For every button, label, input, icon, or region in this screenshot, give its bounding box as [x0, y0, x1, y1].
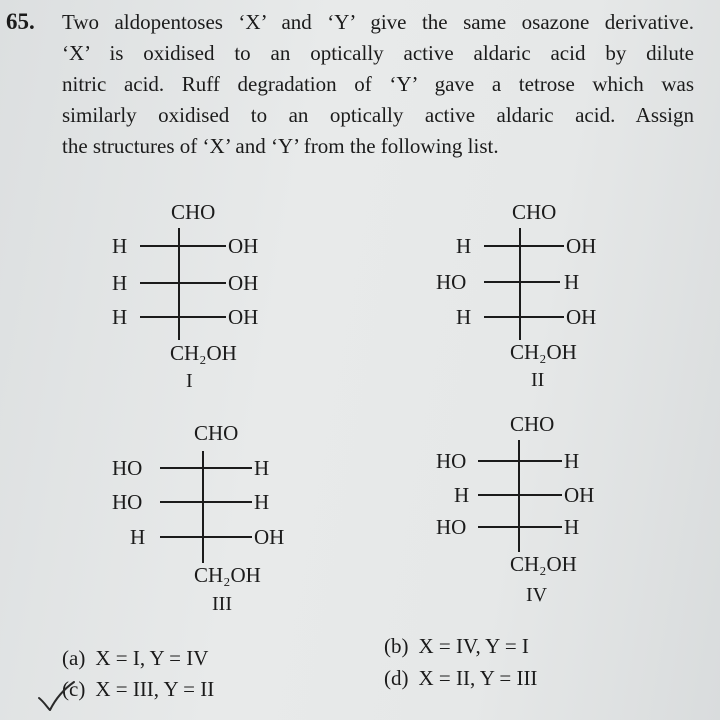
- left-substituent: H: [456, 234, 472, 258]
- hydroxymethyl-group: CH₂OH: [170, 341, 237, 365]
- right-substituent: H: [254, 456, 270, 480]
- left-substituent: H: [130, 525, 146, 549]
- left-substituent: HO: [112, 456, 143, 480]
- aldehyde-group: CHO: [171, 200, 216, 224]
- left-substituent: H: [456, 305, 472, 329]
- structure-label: II: [531, 369, 545, 391]
- structure-label: III: [212, 593, 232, 615]
- handwritten-tick-icon: [36, 676, 76, 712]
- right-substituent: OH: [228, 234, 259, 258]
- question-line: ‘X’ is oxidised to an optically active aldaric acid by dilute: [62, 41, 694, 65]
- hydroxymethyl-group: CH₂OH: [510, 552, 577, 576]
- left-substituent: H: [112, 234, 128, 258]
- right-substituent: OH: [228, 271, 259, 295]
- left-substituent: H: [454, 483, 470, 507]
- question-line: nitric acid. Ruff degradation of ‘Y’ gave a tetrose which was: [62, 72, 694, 96]
- left-substituent: H: [112, 305, 128, 329]
- aldehyde-group: CHO: [194, 421, 239, 445]
- left-substituent: H: [112, 271, 128, 295]
- left-substituent: HO: [436, 515, 467, 539]
- option-text: X = III, Y = II: [95, 677, 215, 701]
- structure-label: I: [186, 370, 193, 392]
- option-d: [384, 665, 537, 691]
- right-substituent: OH: [566, 305, 597, 329]
- option-letter: (c): [62, 677, 86, 701]
- option-text: X = II, Y = III: [418, 666, 538, 690]
- right-substituent: H: [564, 515, 580, 539]
- right-substituent: H: [564, 270, 580, 294]
- option-letter: (a): [62, 646, 86, 670]
- question-line: similarly oxidised to an optically active aldaric acid. Assign: [62, 103, 694, 127]
- left-substituent: HO: [436, 449, 467, 473]
- option-b: [384, 633, 529, 659]
- hydroxymethyl-group: CH₂OH: [194, 563, 261, 587]
- question-line: Two aldopentoses ‘X’ and ‘Y’ give the same osazone derivative.: [62, 10, 694, 34]
- bond-line: [478, 494, 562, 496]
- left-substituent: HO: [112, 490, 143, 514]
- option-text: X = IV, Y = I: [418, 634, 529, 658]
- hydroxymethyl-group: CH₂OH: [510, 340, 577, 364]
- right-substituent: OH: [228, 305, 259, 329]
- option-letter: (b): [384, 634, 409, 658]
- right-substituent: OH: [566, 234, 597, 258]
- right-substituent: OH: [254, 525, 285, 549]
- question-line: the structures of ‘X’ and ‘Y’ from the following list.: [62, 134, 499, 158]
- bond-line: [478, 526, 562, 528]
- option-c: [62, 676, 214, 702]
- right-substituent: H: [254, 490, 270, 514]
- right-substituent: OH: [564, 483, 595, 507]
- structure-label: IV: [526, 584, 548, 606]
- aldehyde-group: CHO: [510, 412, 555, 436]
- carbon-backbone-line: [518, 440, 520, 552]
- option-a: [62, 645, 208, 671]
- bond-line: [478, 460, 562, 462]
- question-number: 65.: [6, 9, 35, 34]
- left-substituent: HO: [436, 270, 467, 294]
- option-text: X = I, Y = IV: [95, 646, 209, 670]
- aldehyde-group: CHO: [512, 200, 557, 224]
- right-substituent: H: [564, 449, 580, 473]
- option-letter: (d): [384, 666, 409, 690]
